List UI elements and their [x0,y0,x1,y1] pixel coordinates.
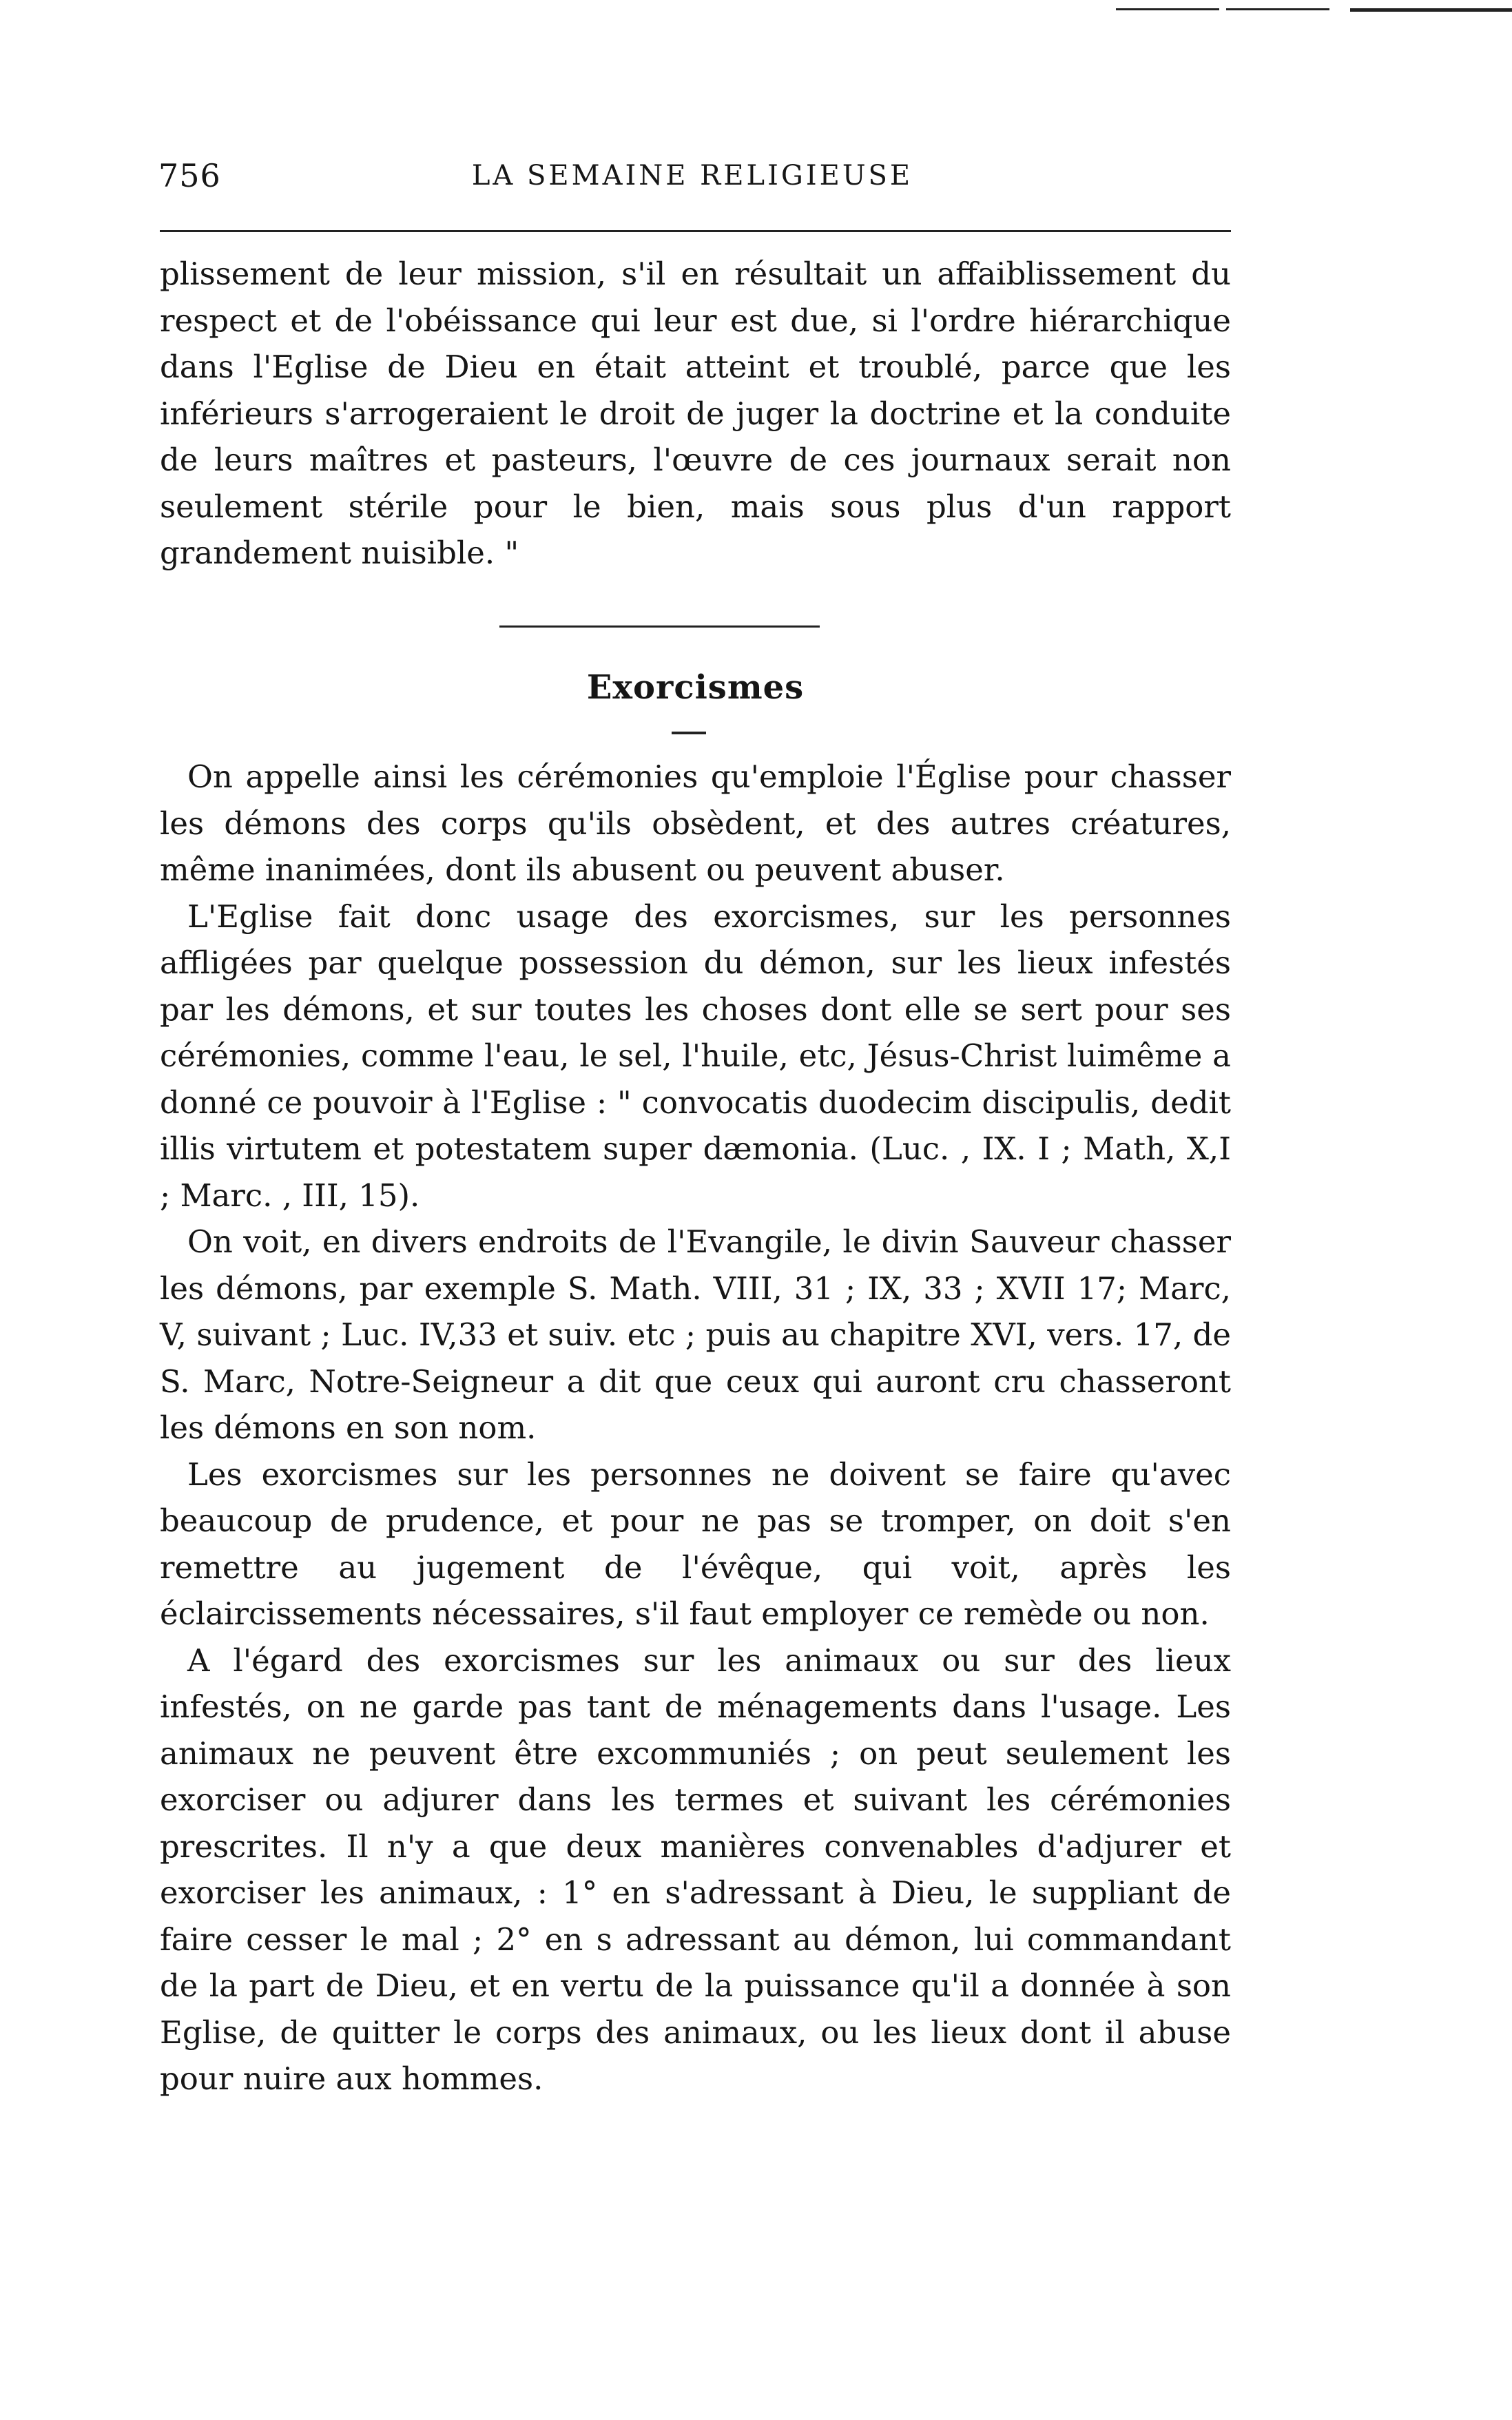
section-body [160,754,1231,2102]
page-header [158,157,1226,205]
section-separator [499,625,820,628]
paragraph: Les exorcismes sur les personnes ne doivent se faire qu'avec beaucoup de prudence, et pour ne pas se tromper, on doit s'en remettre au jugement de l'évêque, qui voit, après les éclaircissements nécessaires, s'il faut employer ce remède ou non. [160,1456,1231,1632]
paragraph: L'Eglise fait donc usage des exorcismes, sur les personnes affligées par quelque possession du démon, sur les lieux infestés par les démons, et sur toutes les choses dont elle se sert pour ses cérémonies, comme l'eau, le sel, l'huile, etc, Jésus-Christ luimême a donné ce pouvoir à l'Eglise : " convocatis duodecim discipulis, dedit illis virtutem et potestatem super dæmonia. (Luc. , IX. I ; Math, X,I ; Marc. , III, 15). [160,898,1231,1214]
continuation-paragraph: plissement de leur mission, s'il en résultait un affaiblissement du respect et de l'obéissance qui leur est due, si l'ordre hiérarchique dans l'Eglise de Dieu en était atteint et troublé, parce que les inférieurs s'arrogeraient le droit de juger la doctrine et la conduite de leurs maîtres et pasteurs, l'œuvre de ces journaux serait non seulement stérile pour le bien, mais sous plus d'un rapport grandement nuisible. " [160,256,1231,571]
header-rule [160,230,1231,232]
continuation-text [160,251,1231,577]
page-number: 756 [158,157,221,194]
top-edge-rule [1350,8,1512,12]
section-title: Exorcismes [586,668,805,707]
paragraph: On appelle ainsi les cérémonies qu'emploie l'Église pour chasser les démons des corps qu'ils obsèdent, et des autres créatures, même inanimées, dont ils abusent ou peuvent abuser. [160,758,1231,888]
running-title: LA SEMAINE RELIGIEUSE [471,160,913,192]
top-edge-rule [1116,8,1219,10]
paragraph: On voit, en divers endroits de l'Evangile, le divin Sauveur chasser les démons, par exemple S. Math. VIII, 31 ; IX, 33 ; XVII 17; Marc, V, suivant ; Luc. IV,33 et suiv. etc ; puis au chapitre XVI, vers. 17, de S. Marc, Notre-Seigneur a dit que ceux qui auront cru chasseront les démons en son nom. [160,1223,1231,1446]
title-dash [672,732,706,734]
paragraph: A l'égard des exorcismes sur les animaux ou sur des lieux infestés, on ne garde pas tant de ménagements dans l'usage. Les animaux ne peuvent être excommuniés ; on peut seulement les exorciser ou adjurer dans les termes et suivant les cérémonies prescrites. Il n'y a que deux manières convenables d'adjurer et exorciser les animaux, : 1° en s'adressant à Dieu, le suppliant de faire cesser le mal ; 2° en s adressant au démon, lui commandant de la part de Dieu, et en vertu de la puissance qu'il a donnée à son Eglise, de quitter le corps des animaux, ou les lieux dont il abuse pour nuire aux hommes. [160,1642,1231,2097]
top-edge-rule [1226,8,1329,10]
